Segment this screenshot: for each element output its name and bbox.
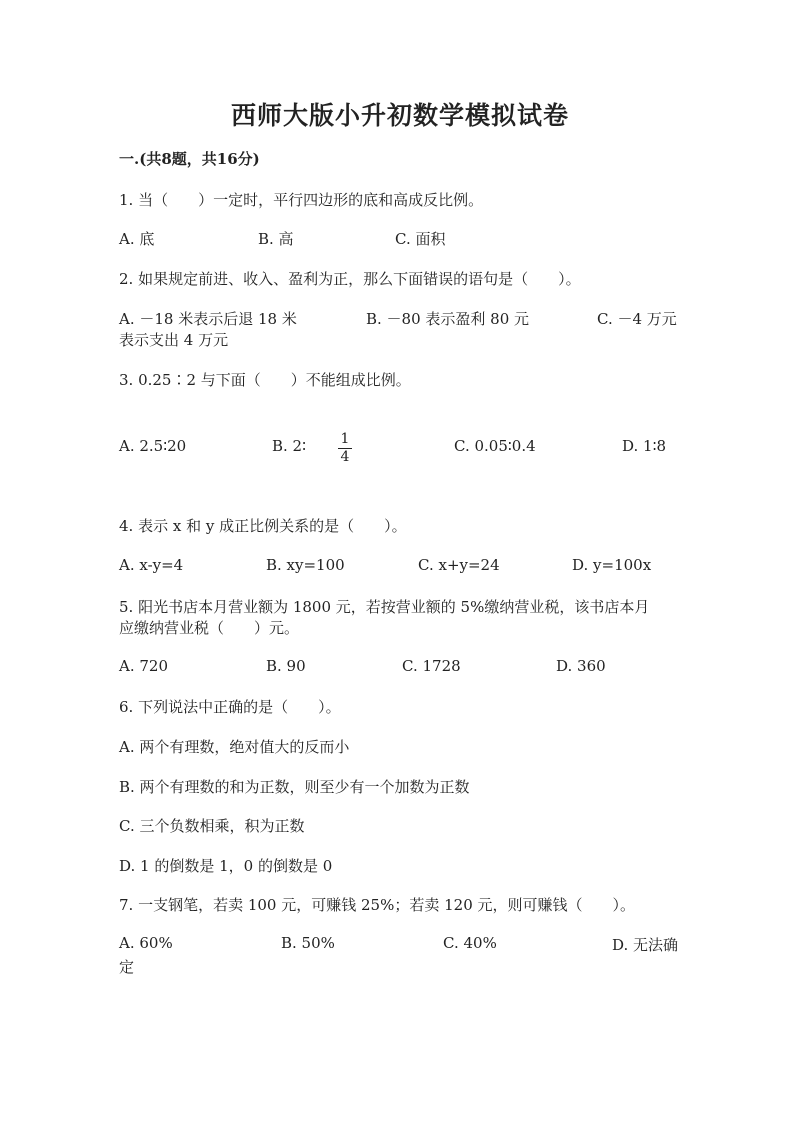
question-1-option-b[interactable]: B. 高	[258, 230, 294, 248]
question-6-option-d[interactable]: D. 1 的倒数是 1，0 的倒数是 0	[119, 857, 333, 875]
question-7-stem: 7. 一支钢笔，若卖 100 元，可赚钱 25%；若卖 120 元，则可赚钱（ ）。	[119, 896, 636, 914]
question-1-option-c[interactable]: C. 面积	[395, 230, 446, 248]
question-1-stem: 1. 当（ ）一定时，平行四边形的底和高成反比例。	[119, 191, 484, 209]
question-5-option-a[interactable]: A. 720	[119, 657, 168, 675]
question-4-option-d[interactable]: D. y=100x	[572, 556, 652, 574]
question-5-stem: 5. 阳光书店本月营业额为 1800 元，若按营业额的 5%缴纳营业税，该书店本月	[119, 598, 650, 616]
question-7-option-d-continued: 定	[119, 958, 135, 976]
question-2-option-b[interactable]: B. －80 表示盈利 80 元	[366, 310, 530, 328]
question-4-option-a[interactable]: A. x-y=4	[119, 556, 184, 574]
question-4-stem: 4. 表示 x 和 y 成正比例关系的是（ ）。	[119, 517, 407, 535]
fraction-denominator: 4	[340, 449, 350, 465]
question-5-stem-continued: 应缴纳营业税（ ）元。	[119, 619, 300, 637]
question-7-option-d[interactable]: D. 无法确	[612, 936, 679, 954]
question-6-option-b[interactable]: B. 两个有理数的和为正数，则至少有一个加数为正数	[119, 778, 470, 796]
fraction-one-quarter	[338, 432, 352, 465]
question-3-option-b[interactable]: B. 2∶	[272, 437, 307, 455]
question-3-stem: 3. 0.25∶2 与下面（ ）不能组成比例。	[119, 371, 411, 389]
question-3-option-c[interactable]: C. 0.05∶0.4	[454, 437, 536, 455]
question-2-option-c[interactable]: C. －4 万元	[597, 310, 677, 328]
section-heading: 一.(共8题，共16分)	[119, 150, 260, 168]
question-2-stem: 2. 如果规定前进、收入、盈利为正，那么下面错误的语句是（ ）。	[119, 270, 581, 288]
question-7-option-c[interactable]: C. 40%	[443, 934, 497, 952]
question-5-option-d[interactable]: D. 360	[556, 657, 606, 675]
question-3-option-d[interactable]: D. 1∶8	[622, 437, 667, 455]
question-6-option-a[interactable]: A. 两个有理数，绝对值大的反而小	[119, 738, 350, 756]
question-4-option-c[interactable]: C. x+y=24	[418, 556, 500, 574]
question-6-option-c[interactable]: C. 三个负数相乘，积为正数	[119, 817, 305, 835]
question-7-option-a[interactable]: A. 60%	[119, 934, 173, 952]
question-5-option-b[interactable]: B. 90	[266, 657, 306, 675]
question-5-option-c[interactable]: C. 1728	[402, 657, 461, 675]
question-7-option-b[interactable]: B. 50%	[281, 934, 335, 952]
fraction-numerator: 1	[340, 431, 350, 447]
question-4-option-b[interactable]: B. xy=100	[266, 556, 345, 574]
question-6-stem: 6. 下列说法中正确的是（ ）。	[119, 698, 341, 716]
question-2-option-c-continued: 表示支出 4 万元	[119, 331, 229, 349]
question-3-option-a[interactable]: A. 2.5∶20	[119, 437, 187, 455]
question-1-option-a[interactable]: A. 底	[119, 230, 155, 248]
page-title: 西师大版小升初数学模拟试卷	[230, 101, 569, 130]
question-2-option-a[interactable]: A. －18 米表示后退 18 米	[119, 310, 297, 328]
